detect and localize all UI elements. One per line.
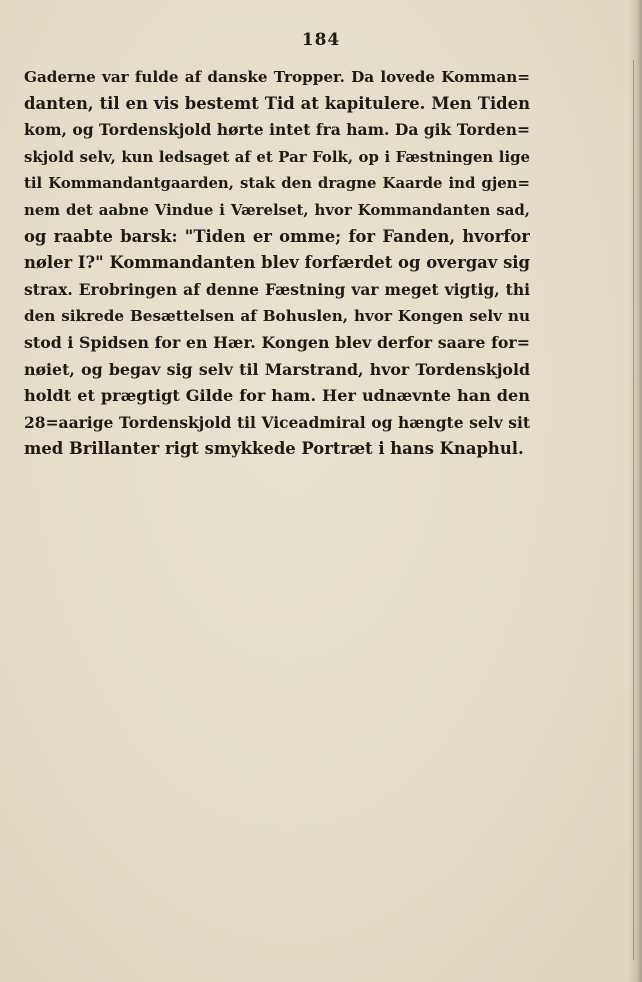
page-edge-shadow bbox=[628, 0, 642, 982]
text-line: kom, og Tordenskjold hørte intet fra ham. Da gik Torden= bbox=[24, 120, 530, 140]
text-line: Gaderne var fulde af danske Tropper. Da lovede Komman= bbox=[24, 68, 530, 86]
text-line: nøiet, og begav sig selv til Marstrand, hvor Tordenskjold bbox=[24, 359, 530, 379]
text-line: holdt et prægtigt Gilde for ham. Her udnævnte han den bbox=[24, 386, 530, 406]
text-line: den sikrede Besættelsen af Bohuslen, hvor Kongen selv nu bbox=[24, 307, 530, 326]
page-edge-line bbox=[633, 60, 634, 960]
text-line: strax. Erobringen af denne Fæstning var meget vigtig, thi bbox=[24, 279, 530, 299]
text-line: og raabte barsk: "Tiden er omme; for Fanden, hvorfor bbox=[24, 226, 530, 246]
text-line: 28=aarige Tordenskjold til Viceadmiral og hængte selv sit bbox=[24, 412, 530, 432]
text-line: nøler I?" Kommandanten blev forfærdet og overgav sig bbox=[24, 253, 530, 273]
text-line: stod i Spidsen for en Hær. Kongen blev derfor saare for= bbox=[24, 332, 530, 352]
text-line: med Brillanter rigt smykkede Portræt i hans Knaphul. bbox=[24, 439, 524, 459]
body-text bbox=[24, 64, 530, 463]
page-number: 184 bbox=[301, 30, 341, 50]
text-line: til Kommandantgaarden, stak den dragne Kaarde ind gjen= bbox=[24, 174, 530, 193]
text-line: skjold selv, kun ledsaget af et Par Folk, op i Fæstningen lige bbox=[24, 147, 530, 166]
text-line: nem det aabne Vindue i Værelset, hvor Kommandanten sad, bbox=[24, 200, 530, 219]
text-line: danten, til en vis bestemt Tid at kapitulere. Men Tiden bbox=[24, 93, 530, 113]
